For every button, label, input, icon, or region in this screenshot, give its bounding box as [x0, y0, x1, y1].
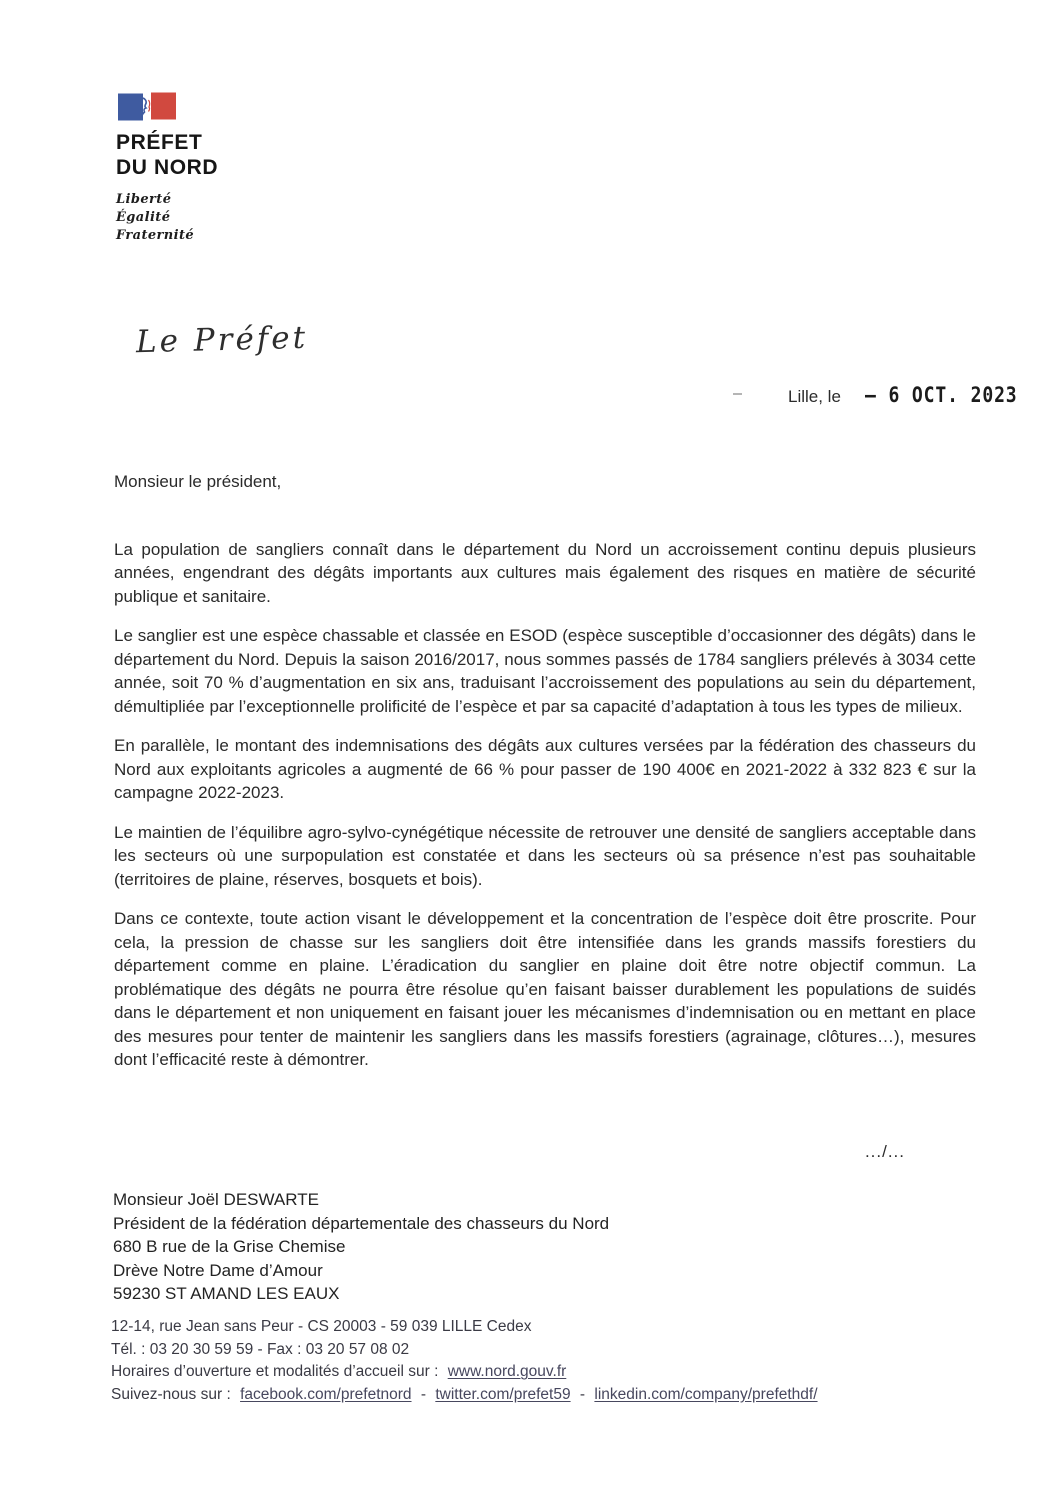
prefecture-name-line2: DU NORD	[116, 156, 219, 179]
motto-egalite: Égalité	[116, 210, 171, 225]
addressee-name: Monsieur Joël DESWARTE	[113, 1190, 319, 1209]
footer-hours-line	[111, 1361, 818, 1384]
linkedin-link[interactable]: linkedin.com/company/prefethdf/	[594, 1385, 818, 1403]
dateline	[788, 383, 1042, 407]
place-label: Lille, le	[788, 387, 841, 406]
paragraph-population: La population de sangliers connaît dans le département du Nord un accroissement continu depuis plusieurs années, engendrant des dégâts importants aux cultures mais également des risques en matière de sécurité publique et sanitaire.	[114, 539, 976, 606]
addressee-street2: Drève Notre Dame d’Amour	[113, 1260, 323, 1280]
footer-website-link[interactable]: www.nord.gouv.fr	[447, 1363, 567, 1380]
prefecture-name	[116, 130, 218, 180]
link-separator: -	[579, 1385, 586, 1403]
marianne-flag-icon	[118, 92, 178, 123]
facebook-link[interactable]: facebook.com/prefetnord	[240, 1385, 412, 1403]
paragraph-contexte: Dans ce contexte, toute action visant le développement et la concentration de l’espèce doit être proscrite. Pour cela, la pression de chasse sur les sangliers doit être intensifiée dans les grands massifs forestiers du département comme en plaine. L’éradication du sanglier en plaine doit être notre objectif commun. La problématique des dégâts ne pourra être résolue qu’en faisant baisser durablement les populations de suidés dans le département et non uniquement en faisant jouer les mécanismes d’indemnisation ou en mettant en place des mesures pour tenter de maintenir les sangliers dans les massifs forestiers (agrainage, clôtures…), mesures dont l’efficacité reste à démontrer.	[114, 909, 976, 1069]
motto-liberte: Liberté	[116, 192, 172, 207]
republic-motto	[116, 191, 218, 245]
twitter-link[interactable]: twitter.com/prefet59	[435, 1385, 571, 1403]
date-stamp: – 6 OCT. 2023	[864, 383, 1018, 407]
footer-address: 12-14, rue Jean sans Peur - CS 20003 - 59 039 LILLE Cedex	[111, 1318, 532, 1335]
letter-body	[114, 470, 976, 1088]
footer-social-label: Suivez-nous sur :	[111, 1385, 231, 1403]
prefecture-name-line1: PRÉFET	[116, 131, 203, 154]
addressee-title: Président de la fédération départementale des chasseurs du Nord	[113, 1213, 610, 1233]
footer-hours-label: Horaires d’ouverture et modalités d’accueil sur :	[111, 1363, 439, 1380]
sender-script-title: Le Préfet	[135, 319, 309, 361]
paragraph-equilibre: Le maintien de l’équilibre agro-sylvo-cynégétique nécessite de retrouver une densité de sangliers acceptable dans les secteurs où une surpopulation est constatée et dans les secteurs où sa présence n’est pas souhaitable (territoires de plaine, réserves, bosquets et bois).	[114, 822, 976, 889]
link-separator: -	[420, 1385, 427, 1403]
footer-phone-fax: Tél. : 03 20 30 59 59 - Fax : 03 20 57 08 02	[111, 1340, 410, 1358]
addressee-street: 680 B rue de la Grise Chemise	[113, 1237, 346, 1256]
marianne-profile-detail-icon	[149, 100, 150, 112]
page-footer	[111, 1316, 818, 1406]
letterhead	[116, 92, 218, 245]
motto-fraternite: Fraternité	[116, 228, 195, 243]
addressee-block	[113, 1188, 609, 1306]
continuation-mark: .../...	[864, 1142, 905, 1161]
paragraph-esod: Le sanglier est une espèce chassable et classée en ESOD (espèce susceptible d’occasionner des dégâts) dans le département du Nord. Depuis la saison 2016/2017, nous sommes passés de 1784 sangliers prélevés à 3034 cette année, soit 70 % d’augmentation en six ans, traduisant l’accroissement des populations au sein du département, démultipliée par l’exceptionnelle prolificité de l’espèce et par sa capacité d’adaptation à tous les types de milieux.	[114, 626, 976, 716]
paragraph-indemnisations: En parallèle, le montant des indemnisations des dégâts aux cultures versées par la fédération des chasseurs du Nord aux exploitants agricoles a augmenté de 66 % pour passer de 190 400€ en 2021-2022 à 332 823 € sur la campagne 2022-2023.	[114, 736, 976, 802]
salutation: Monsieur le président,	[114, 472, 282, 491]
addressee-city: 59230 ST AMAND LES EAUX	[113, 1284, 340, 1303]
footer-social-line	[111, 1384, 818, 1407]
scan-artifact-dash	[733, 393, 742, 395]
